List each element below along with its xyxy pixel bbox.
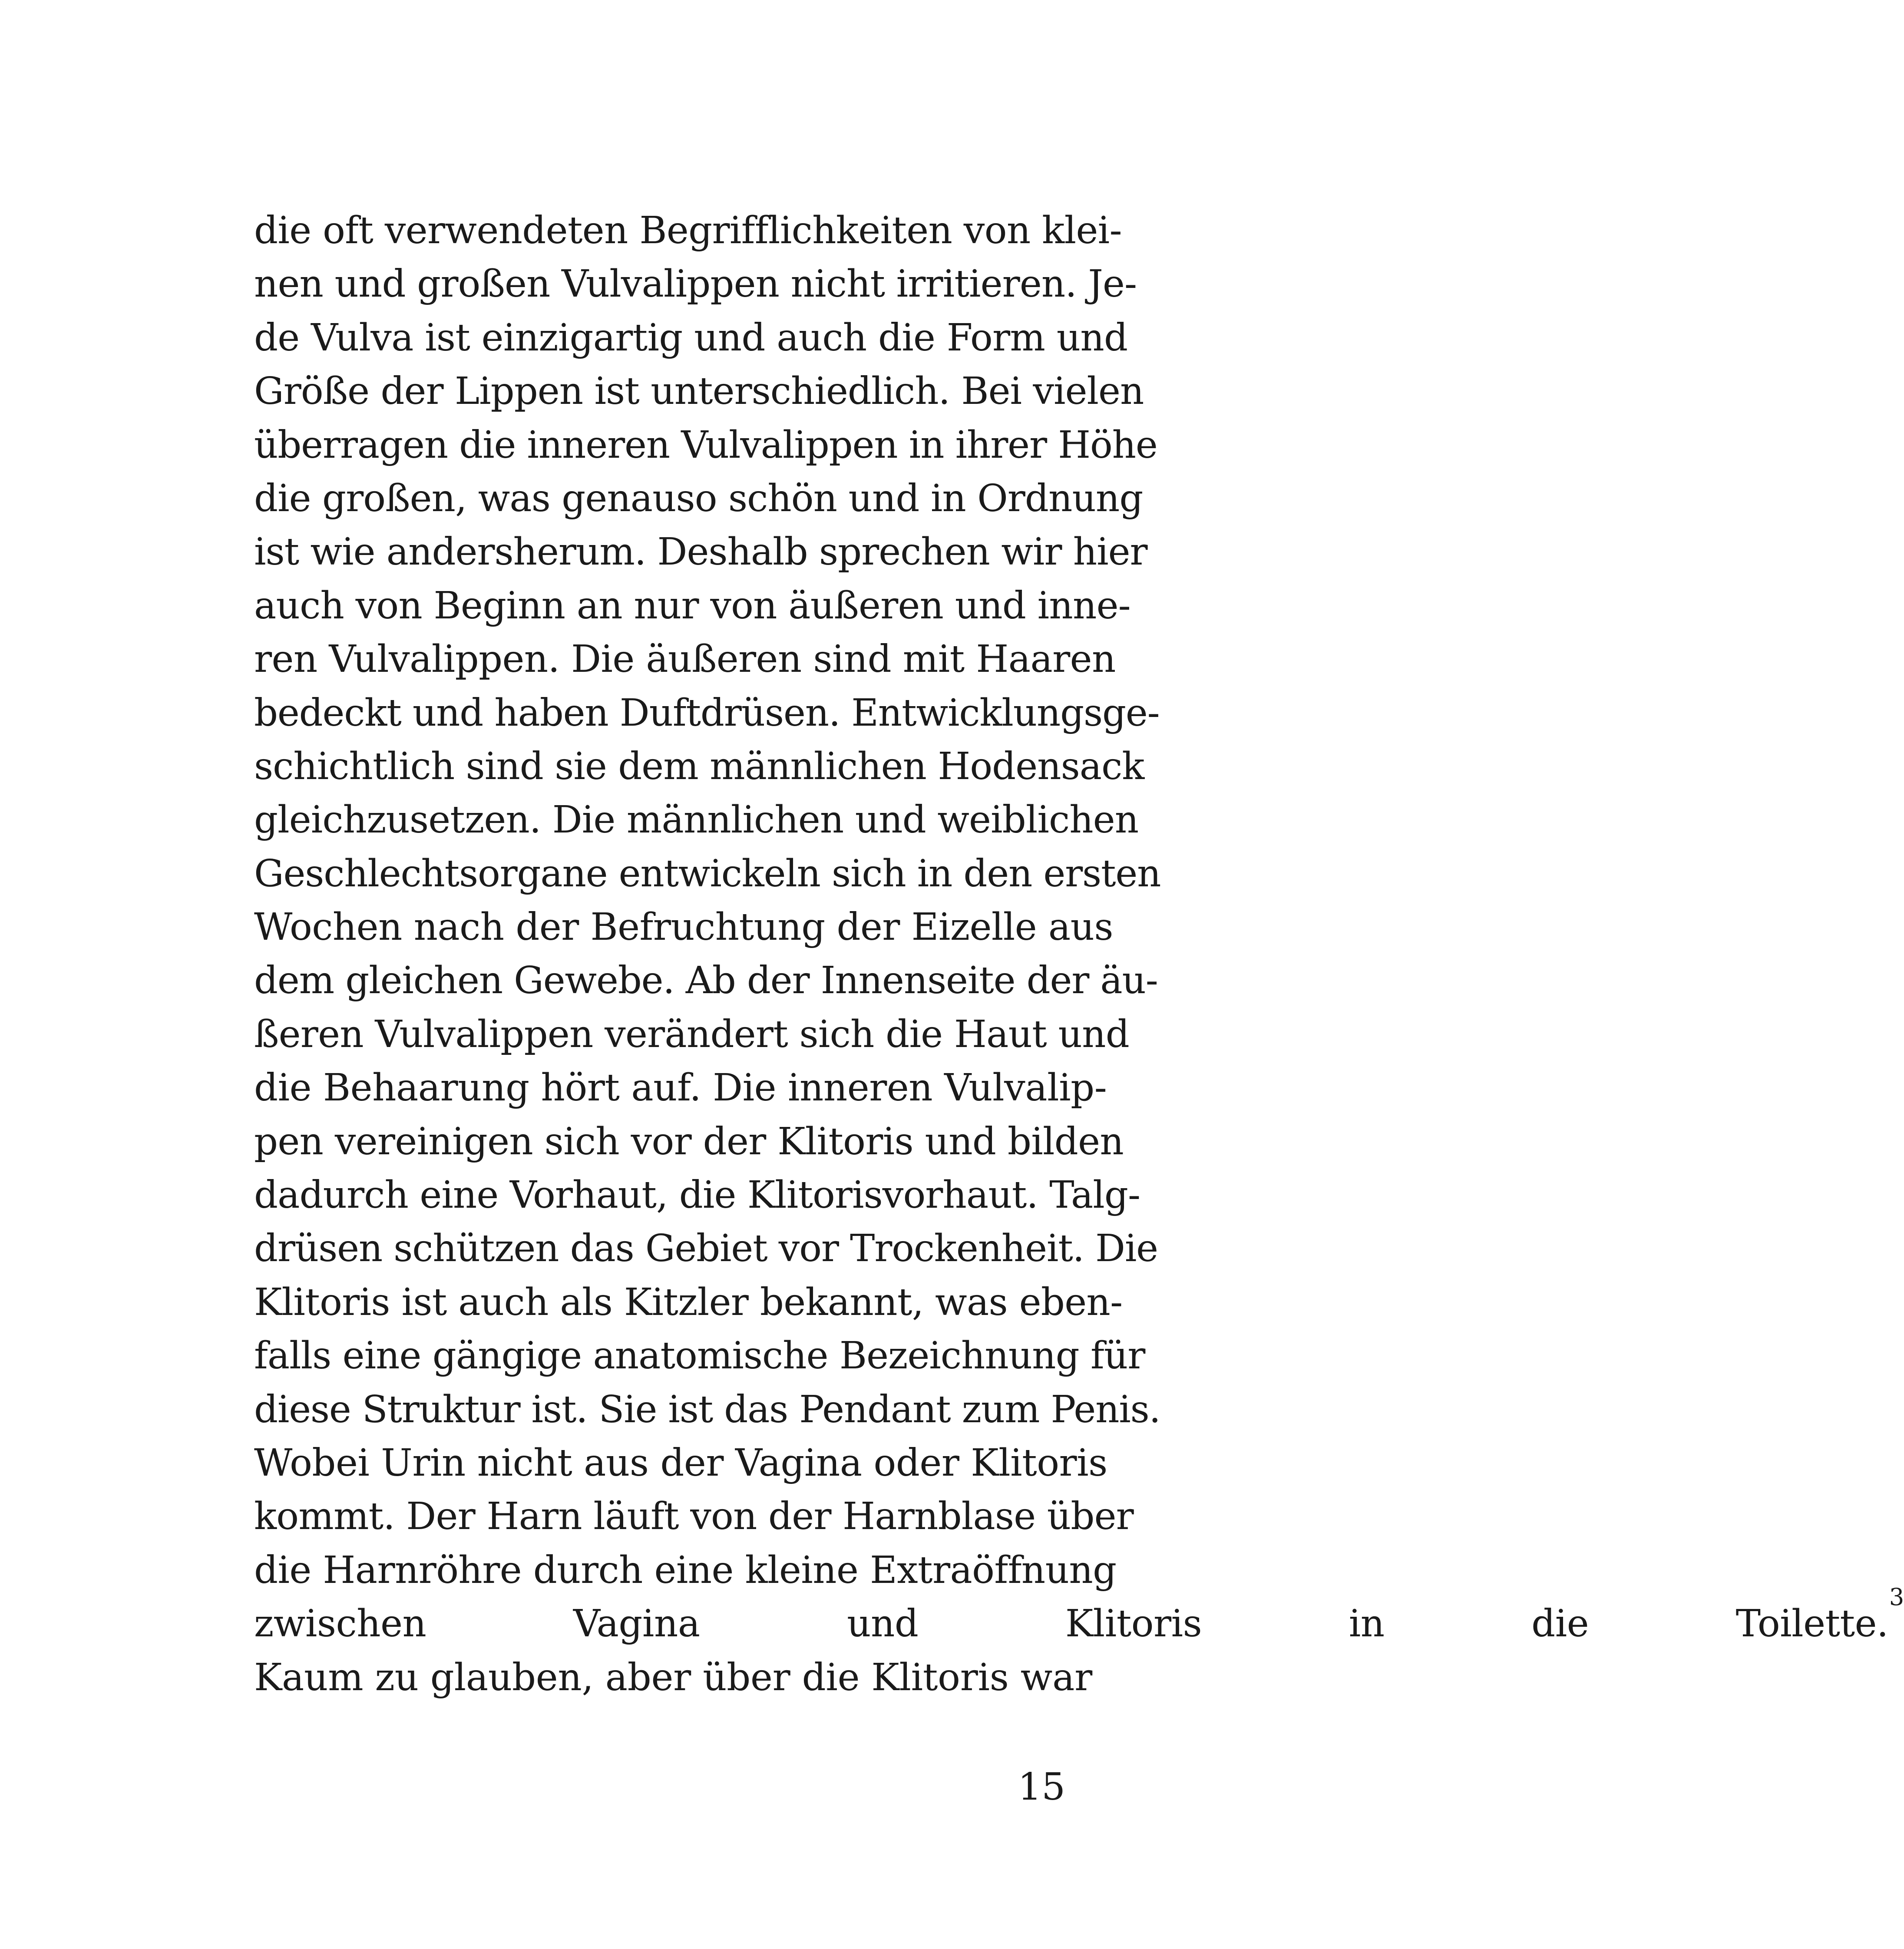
text-line: pen vereinigen sich vor der Klitoris und bilden bbox=[254, 1120, 1124, 1163]
text-line: falls eine gängige anatomische Bezeichnung für bbox=[254, 1334, 1145, 1378]
text-line: auch von Beginn an nur von äußeren und inne- bbox=[254, 584, 1130, 628]
text-line: die Behaarung hört auf. Die inneren Vulvalip- bbox=[254, 1066, 1107, 1110]
text-line: de Vulva ist einzigartig und auch die Form und bbox=[254, 316, 1128, 360]
text-line: nen und großen Vulvalippen nicht irritieren. Je- bbox=[254, 262, 1137, 306]
text-line: kommt. Der Harn läuft von der Harnblase über bbox=[254, 1495, 1134, 1539]
text-line: schichtlich sind sie dem männlichen Hodensack bbox=[254, 744, 1144, 788]
text-line: Wobei Urin nicht aus der Vagina oder Klitoris bbox=[254, 1441, 1107, 1485]
text-line-with-footnote bbox=[254, 1583, 1904, 1651]
text-line: dadurch eine Vorhaut, die Klitorisvorhaut. Talg- bbox=[254, 1173, 1140, 1217]
footnote-reference[interactable]: 3 bbox=[1889, 1583, 1904, 1611]
text-line: ist wie andersherum. Deshalb sprechen wir hier bbox=[254, 530, 1147, 574]
text-line: überragen die inneren Vulvalippen in ihrer Höhe bbox=[254, 423, 1157, 467]
text-line: diese Struktur ist. Sie ist das Pendant zum Penis. bbox=[254, 1387, 1160, 1431]
text-line: die oft verwendeten Begrifflichkeiten von klei- bbox=[254, 209, 1122, 252]
page-number: 15 bbox=[1018, 1765, 1065, 1809]
text-line: ren Vulvalippen. Die äußeren sind mit Haaren bbox=[254, 638, 1116, 681]
text-line: gleichzusetzen. Die männlichen und weiblichen bbox=[254, 798, 1139, 842]
text-line: Geschlechtsorgane entwickeln sich in den ersten bbox=[254, 852, 1161, 895]
text-line: drüsen schützen das Gebiet vor Trockenheit. Die bbox=[254, 1227, 1158, 1271]
text-line: dem gleichen Gewebe. Ab der Innenseite der äu- bbox=[254, 959, 1158, 1003]
text-line: Größe der Lippen ist unterschiedlich. Bei vielen bbox=[254, 370, 1144, 413]
text-line: die Harnröhre durch eine kleine Extraöffnung bbox=[254, 1548, 1117, 1592]
text-line: die großen, was genauso schön und in Ordnung bbox=[254, 476, 1143, 520]
body-text bbox=[254, 204, 1904, 1705]
text-line: ßeren Vulvalippen verändert sich die Haut und bbox=[254, 1012, 1129, 1056]
text-line: bedeckt und haben Duftdrüsen. Entwicklungsge- bbox=[254, 691, 1160, 735]
text-line: zwischen Vagina und Klitoris in die Toilette. bbox=[254, 1602, 1888, 1646]
text-line: Kaum zu glauben, aber über die Klitoris war bbox=[254, 1655, 1092, 1699]
text-line: Klitoris ist auch als Kitzler bekannt, was eben- bbox=[254, 1280, 1123, 1324]
text-line: Wochen nach der Befruchtung der Eizelle aus bbox=[254, 905, 1113, 949]
